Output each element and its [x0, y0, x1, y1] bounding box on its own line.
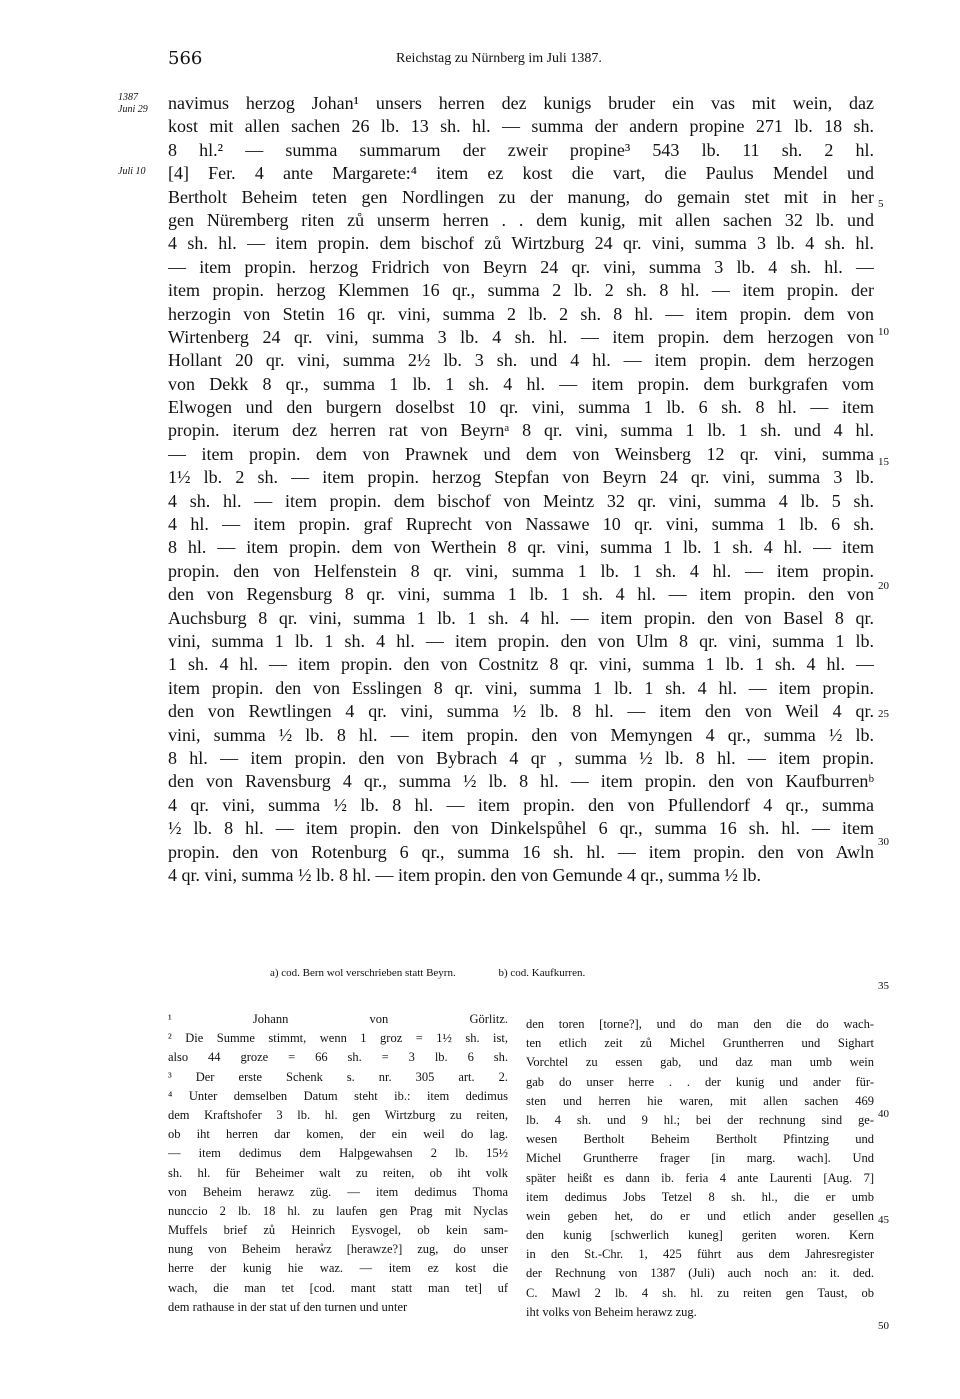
footnote-line: ¹ Johann von Görlitz.	[168, 1012, 508, 1026]
footnote-line: wein geben het, do er und etlich ander gesellen	[526, 1208, 874, 1223]
footnote-line: ⁴ Unter demselben Datum steht ib.: item dedimus	[168, 1088, 508, 1103]
text-line: Auchsburg 8 qr. vini, summa 1 lb. 1 sh. 4 hl. — item propin. den von Basel 8 qr.	[168, 607, 874, 628]
text-line: 8 hl. — item propin. den von Bybrach 4 qr , summa ½ lb. 8 hl. — item propin.	[168, 747, 874, 768]
line-number: 45	[878, 1214, 889, 1226]
page-number: 566	[168, 48, 203, 69]
line-number: 15	[878, 456, 889, 468]
line-number: 40	[878, 1108, 889, 1120]
text-line: Elwogen und den burgern doselbst 10 qr. vini, summa 1 lb. 6 sh. 8 hl. — item	[168, 397, 874, 418]
text-line: 4 sh. hl. — item propin. dem bischof zů Wirtzburg 24 qr. vini, summa 3 lb. 4 sh. hl.	[168, 233, 874, 254]
text-line: den von Ravensburg 4 qr., summa ½ lb. 8 hl. — item propin. den von Kaufburrenᵇ	[168, 771, 874, 792]
footnote-line: ob iht herren dar komen, der ein weil do lag.	[168, 1127, 508, 1142]
text-line: navimus herzog Johan¹ unsers herren dez kunigs bruder ein vas mit wein, daz	[168, 93, 874, 113]
text-line: — item propin. dem von Prawnek und dem von Weinsberg 12 qr. vini, summa	[168, 443, 874, 464]
footnote-line: später heißt es dann ib. feria 4 ante Laurenti [Aug. 7]	[526, 1170, 874, 1185]
footnote-line: den toren [torne?], und do man den die do wach-	[526, 1017, 874, 1031]
text-line: item propin. herzog Klemmen 16 qr., summa 2 lb. 2 sh. 8 hl. — item propin. der	[168, 280, 874, 301]
text-line: 4 sh. hl. — item propin. dem bischof von Meintz 32 qr. vini, summa 4 lb. 5 sh.	[168, 490, 874, 511]
footnote-line: Vorchtel zu essen gab, und daz man umb wein	[526, 1055, 874, 1070]
text-line: 4 qr. vini, summa ½ lb. 8 hl. — item propin. den von Pfullendorf 4 qr., summa	[168, 794, 874, 815]
text-line: propin. den von Helfenstein 8 qr. vini, summa 1 lb. 1 sh. 4 hl. — item propin.	[168, 560, 874, 581]
footnote-line: item dedimus Jobs Tetzel 8 sh. hl., die er umb	[526, 1189, 874, 1204]
main-text-block	[168, 92, 874, 887]
line-number: 5	[878, 198, 884, 210]
footnote-line: dem rathause in der stat uf den turnen und unter	[168, 1299, 408, 1314]
text-line: 4 qr. vini, summa ½ lb. 8 hl. — item propin. den von Gemunde 4 qr., summa ½ lb.	[168, 864, 761, 885]
text-line: ½ lb. 8 hl. — item propin. den von Dinkelspůhel 6 qr., summa 16 sh. hl. — item	[168, 818, 874, 839]
line-number: 10	[878, 326, 889, 338]
footnote-line: Michel Gruntherre frager [in marg. wach]. Und	[526, 1151, 874, 1166]
text-line: 4 hl. — item propin. graf Ruprecht von Nassawe 10 qr. vini, summa 1 lb. 6 sh.	[168, 514, 874, 535]
apparatus-note-b: b) cod. Kaufkurren.	[498, 967, 586, 979]
text-line: herzogin von Stetin 16 qr. vini, summa 2 lb. 2 sh. 8 hl. — item propin. dem von	[168, 303, 874, 324]
footnote-line: sten und herren hie waren, mit allen sachen 469	[526, 1093, 874, 1108]
text-line: vini, summa ½ lb. 8 hl. — item propin. den von Memyngen 4 qr., summa ½ lb.	[168, 724, 874, 745]
footnotes-right-column	[526, 1015, 874, 1322]
text-line: [4] Fer. 4 ante Margarete:⁴ item ez kost die vart, die Paulus Mendel und	[168, 163, 874, 184]
page-header	[168, 48, 874, 72]
footnote-line: iht volks von Beheim herawz zug.	[526, 1304, 697, 1319]
footnote-line: ² Die Summe stimmt, wenn 1 groz = 1½ sh. ist,	[168, 1031, 508, 1046]
text-line: propin. iterum dez herren rat von Beyrnᵃ 8 qr. vini, summa 1 lb. 1 sh. und 4 hl.	[168, 420, 874, 441]
line-number: 25	[878, 708, 889, 720]
text-line: vini, summa 1 lb. 1 sh. 4 hl. — item propin. den von Ulm 8 qr. vini, summa 1 lb.	[168, 630, 874, 651]
text-line: von Dekk 8 qr., summa 1 lb. 1 sh. 4 hl. — item propin. dem burkgrafen vom	[168, 373, 874, 394]
footnote-line: nunccio 2 lb. 18 hl. zu laufen gen Prag mit Nyclas	[168, 1203, 508, 1218]
margin-note-year: 1387	[118, 92, 138, 103]
text-line: Bertholt Beheim teten gen Nordlingen zu der manung, do gemain stet mit in her	[168, 186, 874, 207]
apparatus-notes	[270, 967, 625, 979]
text-line: kost mit allen sachen 26 lb. 13 sh. hl. — summa der andern propine 271 lb. 18 sh.	[168, 116, 874, 137]
line-number: 20	[878, 580, 889, 592]
footnote-line: in den St.-Chr. 1, 425 führt aus dem Jahresregister	[526, 1247, 874, 1262]
footnotes-left-column	[168, 1010, 508, 1317]
running-head: Reichstag zu Nürnberg im Juli 1387.	[396, 51, 602, 66]
text-line: item propin. den von Esslingen 8 qr. vini, summa 1 lb. 1 sh. 4 hl. — item propin.	[168, 677, 874, 698]
text-line: 1 sh. 4 hl. — item propin. den von Costnitz 8 qr. vini, summa 1 lb. 1 sh. 4 hl. —	[168, 654, 874, 675]
footnote-line: gab do unser herre . . der kunig und ander für-	[526, 1074, 874, 1089]
footnote-line: also 44 groze = 66 sh. = 3 lb. 6 sh.	[168, 1050, 508, 1065]
footnote-line: sh. hl. für Beheimer walt zu reiten, ob iht volk	[168, 1165, 508, 1180]
footnote-line: von Beheim herawz züg. — item dedimus Thoma	[168, 1184, 508, 1199]
footnote-line: lb. 4 sh. und 9 hl.; bei der rechnung sind ge-	[526, 1112, 874, 1127]
text-line: 8 hl.² — summa summarum der zweir propine³ 543 lb. 11 sh. 2 hl.	[168, 139, 874, 160]
footnote-line: — item dedimus dem Halpgewahsen 2 lb. 15½	[168, 1146, 508, 1161]
text-line: — item propin. herzog Fridrich von Beyrn 24 qr. vini, summa 3 lb. 4 sh. hl. —	[168, 256, 874, 277]
footnote-line: nung von Beheim heraẘz [herawze?] zug, do unser	[168, 1242, 508, 1257]
line-number: 35	[878, 980, 889, 992]
text-line: Hollant 20 qr. vini, summa 2½ lb. 3 sh. und 4 hl. — item propin. dem herzogen	[168, 350, 874, 371]
margin-note-date-2: Juli 10	[118, 166, 146, 177]
margin-note-date-1: Juni 29	[118, 104, 148, 115]
footnote-line: C. Mawl 2 lb. 4 sh. hl. zu reiten gen Taust, ob	[526, 1285, 874, 1300]
footnote-line: herre der kunig hie waz. — item ez kost die	[168, 1261, 508, 1276]
footnote-line: dem Kraftshofer 3 lb. hl. gen Wirtzburg zu reiten,	[168, 1107, 508, 1122]
text-line: 8 hl. — item propin. dem von Werthein 8 qr. vini, summa 1 lb. 1 sh. 4 hl. — item	[168, 537, 874, 558]
text-line: Wirtenberg 24 qr. vini, summa 3 lb. 4 sh. hl. — item propin. dem herzogen von	[168, 326, 874, 347]
line-number: 50	[878, 1320, 889, 1332]
footnote-line: wesen Bertholt Beheim Bertholt Pfintzing und	[526, 1132, 874, 1147]
footnote-line: wach, die man tet [cod. mant statt man tet] uf	[168, 1280, 508, 1295]
footnote-line: der Rechnung von 1387 (Juli) auch noch an: it. ded.	[526, 1266, 874, 1281]
footnote-line: ³ Der erste Schenk s. nr. 305 art. 2.	[168, 1069, 508, 1084]
line-number: 30	[878, 836, 889, 848]
footnote-line: den kunig [schwerlich kuneg] geriten woren. Kern	[526, 1228, 874, 1243]
text-line: 1½ lb. 2 sh. — item propin. herzog Stepfan von Beyrn 24 qr. vini, summa 3 lb.	[168, 467, 874, 488]
text-line: propin. den von Rotenburg 6 qr., summa 16 sh. hl. — item propin. den von Awln	[168, 841, 874, 862]
apparatus-note-a: a) cod. Bern wol verschrieben statt Beyrn.	[270, 967, 456, 979]
footnote-line: Muffels brief zů Heinrich Eysvogel, ob kein sam-	[168, 1223, 508, 1238]
text-line: den von Rewtlingen 4 qr. vini, summa ½ lb. 8 hl. — item den von Weil 4 qr.	[168, 701, 874, 722]
footnote-line: ten etlich zeit zů Michel Gruntherren und Sighart	[526, 1036, 874, 1051]
text-line: den von Regensburg 8 qr. vini, summa 1 lb. 1 sh. 4 hl. — item propin. den von	[168, 584, 874, 605]
text-line: gen Nüremberg riten zů unserm herren . . dem kunig, mit allen sachen 32 lb. und	[168, 209, 874, 230]
